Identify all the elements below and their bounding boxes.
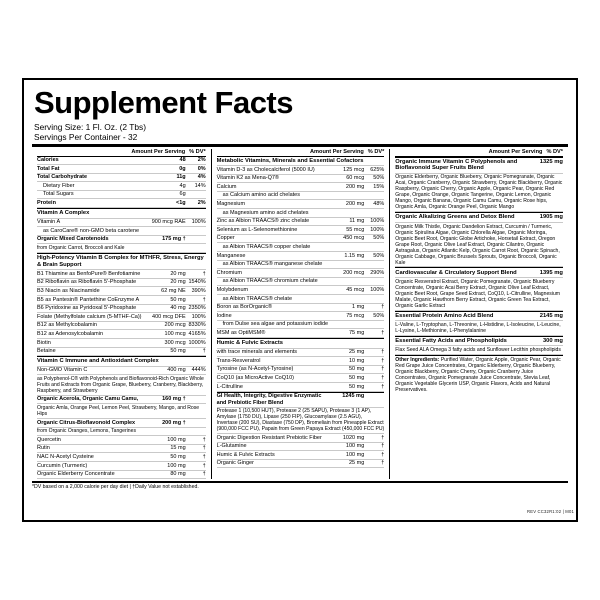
column-one-sections	[37, 208, 206, 479]
column-three-header	[395, 149, 563, 157]
nutrient-row	[217, 218, 385, 227]
blend-section	[395, 267, 563, 310]
nutrient-dv: 4%	[197, 174, 206, 181]
blend-amount: 160 mg †	[162, 396, 186, 403]
nutrient-name: Quercetin	[37, 436, 61, 443]
nutrient-name: Total Fat	[37, 165, 60, 172]
nutrient-name: Biotin	[37, 339, 51, 346]
nutrient-amount: 45 mcg	[346, 286, 365, 293]
blend-amount: 1395 mg	[539, 269, 563, 276]
nutrient-name: as Albion TRAACS® copper chelate	[222, 244, 311, 251]
nutrient-name: B5 as Pantesin® Pantethine CoEnzyme A	[37, 296, 140, 303]
nutrient-amount: 50 mg	[170, 348, 186, 355]
nutrient-name: Vitamin D-3 as Cholecalciferol (5000 IU)	[216, 166, 315, 173]
nutrient-dv: 8330%	[188, 322, 206, 329]
nutrient-amount: 100 mg	[345, 443, 365, 450]
nutrient-amount: 4g	[179, 182, 186, 189]
nutrient-dv: †	[381, 451, 385, 458]
nutrient-row	[37, 296, 206, 305]
nutrient-name: Molybdenum	[216, 286, 249, 293]
nutrient-name: Iodine	[216, 312, 232, 319]
nutrient-name: Vitamin K2 as Mena-Q7®	[216, 175, 279, 182]
nutrient-amount: 0g	[179, 165, 186, 172]
nutrient-amount: 50 mg	[170, 296, 186, 303]
nutrient-name: Zinc as Albion TRAACS® zinc chelate	[216, 218, 310, 225]
nutrient-amount: 10 mg	[348, 357, 365, 364]
blend-amount: 1905 mg	[539, 214, 563, 221]
nutrient-name: Total Carbohydrate	[37, 174, 88, 181]
blend-name: Organic Acerola, Organic Camu Camu,	[37, 396, 139, 403]
nutrient-row	[37, 157, 206, 166]
amount-per-serving-label: Amount Per Serving	[131, 149, 186, 155]
nutrient-name: CoQ10 (as MicroActive CoQ10)	[216, 374, 294, 381]
section-header: High-Potency Vitamin B Complex for MTHFR, Stress, Energy & Brain Support	[37, 254, 206, 270]
blend-row	[217, 393, 385, 408]
nutrient-amount: 55 mcg	[346, 226, 365, 233]
nutrient-row	[217, 383, 385, 392]
blend-detail: from Organic Carrot, Broccoli and Kale	[37, 244, 206, 253]
blend-name: Organic Immune Vitamin C Polyphenols and Bioflavonoid Super Fruits Blend	[395, 158, 518, 172]
nutrient-row	[217, 451, 385, 460]
nutrient-name: from Dulse sea algae and potassium iodide	[222, 321, 329, 328]
amount-per-serving-label-2: Amount Per Serving	[310, 149, 364, 155]
nutrient-dv: †	[381, 443, 385, 450]
blend-detail: Organic Elderberry, Organic Blueberry, Organic Pomegranate, Organic Acai, Organic Cranberry, Organic Strawberry, Organic Blackberry, Organic Raspberry, Organic Cherry, Organic Apple, Organic Pear, Organic Red Grape, Organic Orange, Organic Tangerine, Organic Lemon, Organic Mango, Organic Banana, Organic Camu Camu, Organic Rose hips, Organic Amla, Organic Orange Peel, Organic Mango	[395, 174, 563, 211]
nutrient-row	[37, 227, 206, 236]
nutrient-amount: 62 mg NE	[161, 287, 186, 294]
blend-detail: Organic Milk Thistle, Organic Dandelion Extract, Curcumin / Turmeric, Organic Spirulina Algae, Organic Chlorella Algae, Organic Moringa, Organic Beet Root, Organic Globe Artichoke, Horsetail Extract, Oregon Grape Root, Organic Olive Leaf Extract, Organic Cilantro, Organic Astragalus, Organic Atlantic Kelp, Organic Carrot Root, Organic Spinach, Organic Cabbage, Organic Brussels Sprouts, Organic Broccoli, Organic Kale	[395, 223, 563, 268]
blend-header	[395, 212, 563, 223]
section-header: Humic & Fulvic Extracts	[217, 339, 385, 349]
nutrient-dv: †	[381, 383, 385, 390]
column-two-header	[217, 149, 385, 157]
nutrient-name: Organic Digestion Resistant Prebiotic Fiber	[216, 434, 322, 441]
nutrient-row	[37, 219, 206, 228]
nutrient-dv: †	[381, 434, 385, 441]
column-one	[32, 149, 211, 479]
nutrient-row	[217, 443, 385, 452]
nutrient-dv: †	[202, 348, 206, 355]
metabolic-section-header: Metabolic Vitamins, Minerals and Essential Cofactors	[217, 157, 385, 167]
nutrient-name: Calcium	[216, 183, 237, 190]
blend-amount: 200 mg †	[162, 419, 186, 426]
nutrient-row	[37, 445, 206, 454]
serving-size: Serving Size: 1 Fl. Oz. (2 Tbs)	[34, 122, 147, 132]
blend-header	[395, 311, 563, 322]
nutrient-amount: 80 mg	[170, 471, 186, 478]
nutrient-dv: †	[381, 357, 385, 364]
divider-top	[32, 144, 568, 147]
nutrient-amount: 50 mg	[348, 383, 365, 390]
nutrient-dv: †	[381, 366, 385, 373]
blend-amount: 2145 mg	[539, 312, 563, 319]
nutrient-row	[217, 434, 385, 443]
blend-header	[395, 336, 563, 347]
nutrient-row	[37, 322, 206, 331]
nutrient-row	[217, 192, 385, 201]
nutrient-row	[217, 175, 385, 184]
column-two-rows	[217, 166, 385, 338]
nutrient-section	[217, 392, 385, 469]
nutrient-dv: †	[202, 462, 206, 469]
nutrient-dv: 625%	[370, 166, 385, 173]
nutrient-amount: 1 mg	[352, 304, 365, 311]
nutrient-section	[37, 208, 206, 253]
nutrient-name: L-Glutamine	[216, 443, 247, 450]
nutrient-amount: 100 mg	[167, 436, 186, 443]
blend-section	[395, 355, 563, 394]
nutrient-section	[217, 338, 385, 392]
nutrient-amount: 1020 mg	[342, 434, 365, 441]
nutrient-amount: 15 mg	[170, 445, 186, 452]
nutrient-dv: 444%	[191, 367, 206, 374]
blend-amount: 175 mg †	[162, 236, 186, 243]
column-three-blends	[395, 157, 563, 394]
nutrient-amount: 50 mg	[348, 366, 365, 373]
nutrient-row	[37, 287, 206, 296]
nutrient-dv: †	[202, 454, 206, 461]
nutrient-name: Dietary Fiber	[43, 182, 75, 189]
nutrient-row	[37, 174, 206, 183]
nutrient-dv: †	[202, 445, 206, 452]
nutrient-row	[37, 305, 206, 314]
nutrient-name: Selenium as L-Selenomethionine	[216, 226, 298, 233]
nutrient-name: Protein	[37, 200, 56, 207]
blend-section	[395, 157, 563, 213]
nutrient-name: Folate (Methylfolate calcium (5-MTHF-Ca))	[37, 313, 142, 320]
nutrient-name: as Magnesium amino acid chelates	[222, 209, 309, 216]
section-header: Vitamin A Complex	[37, 209, 206, 219]
nutrient-dv: 100%	[191, 219, 206, 226]
nutrient-row	[217, 278, 385, 287]
nutrient-row	[217, 209, 385, 218]
nutrient-row	[217, 366, 385, 375]
blend-section	[395, 311, 563, 336]
nutrient-row	[217, 295, 385, 304]
nutrient-amount: 6g	[179, 191, 186, 198]
nutrient-amount: 11g	[176, 174, 186, 181]
column-one-header	[37, 149, 206, 157]
nutrient-name: Boron as BorOrganic®	[216, 304, 273, 311]
nutrient-name: Trans-Resveratrol	[216, 357, 261, 364]
blend-row	[37, 419, 206, 428]
column-two	[211, 149, 390, 479]
nutrient-name: B1 Thiamine as BenfoPure® Benfotiamine	[37, 270, 141, 277]
nutrient-amount: 200 mg	[345, 201, 365, 208]
nutrient-dv: 290%	[370, 269, 385, 276]
nutrient-dv: 4165%	[188, 330, 206, 337]
nutrient-name: Organic Ginger	[216, 460, 254, 467]
nutrient-dv: †	[381, 460, 385, 467]
blend-header	[395, 157, 563, 174]
blend-row	[37, 236, 206, 245]
nutrient-amount: 25 mg	[348, 460, 365, 467]
nutrient-amount: 48	[179, 157, 186, 164]
nutrient-name: B12 as Adenosylcobalamin	[37, 330, 104, 337]
nutrient-name: Betaine	[37, 348, 56, 355]
nutrient-amount: 100 mcg	[164, 330, 186, 337]
nutrient-row	[37, 330, 206, 339]
blend-name: Essential Protein Amino Acid Blend	[395, 312, 494, 319]
blend-name: Organic Mixed Carotenoids	[37, 236, 109, 243]
nutrient-amount: 75 mg	[348, 329, 365, 336]
nutrient-dv: †	[202, 296, 206, 303]
nutrient-name: B12 as Methylcobalamin	[37, 322, 97, 329]
nutrient-amount: 50 mg	[170, 454, 186, 461]
nutrient-dv: 48%	[373, 201, 385, 208]
nutrient-row	[217, 235, 385, 244]
daily-value-label: % DV*	[189, 149, 206, 155]
nutrient-name: B2 Riboflavin as Riboflavin 5'-Phosphate	[37, 279, 137, 286]
section-detail: as Polyphenol-C® with Polyphenols and Bioflavonoid-Rich Organic Whole Fruits and Extracts from Organic Grape, Blueberry, Cranberry, Blackberry, Raspberry, and Strawberry	[37, 376, 204, 395]
nutrient-dv: †	[202, 270, 206, 277]
nutrient-name: with trace minerals and elements	[216, 349, 298, 356]
blend-name: Essential Fatty Acids and Phospholipids	[395, 337, 507, 344]
nutrient-amount: 200 mcg	[164, 322, 186, 329]
column-two-sections	[217, 338, 385, 469]
nutrient-dv: 50%	[373, 252, 385, 259]
nutrient-row	[217, 252, 385, 261]
nutrient-name: Rutin	[37, 445, 50, 452]
nutrient-name: Total Sugars	[43, 191, 74, 198]
nutrient-name: NAC N-Acetyl Cysteine	[37, 454, 94, 461]
nutrient-name: MSM as OptiMSM®	[216, 329, 266, 336]
nutrient-dv: †	[202, 471, 206, 478]
nutrient-name: as Albion TRAACS® chromium chelate	[222, 278, 318, 285]
nutrient-name: Vitamin A	[37, 219, 61, 226]
blend-row	[37, 396, 206, 405]
blend-detail: Flax Seed ALA Omega 3 fatty acids and Sunflower Lecithin phospholipids	[395, 347, 561, 354]
nutrient-row	[37, 270, 206, 279]
blend-amount: 1245 mg	[342, 393, 365, 400]
nutrient-amount: 50 mg	[348, 374, 365, 381]
nutrient-row	[217, 304, 385, 313]
nutrient-amount: 25 mg	[348, 349, 365, 356]
nutrient-name: as Albion TRAACS® manganese chelate	[222, 261, 323, 268]
nutrient-name: Curcumin (Turmeric)	[37, 462, 88, 469]
blend-amount: 300 mg	[542, 337, 563, 344]
nutrient-row	[217, 200, 385, 209]
nutrient-row	[217, 374, 385, 383]
nutrient-row	[217, 166, 385, 175]
nutrient-amount: 40 mg	[170, 305, 186, 312]
nutrient-name: as Calcium amino acid chelates	[222, 192, 300, 199]
nutrient-dv: 100%	[191, 313, 206, 320]
nutrient-name: Non-GMO Vitamin C	[37, 367, 88, 374]
nutrient-dv: 100%	[370, 226, 385, 233]
blend-detail: L-Valine, L-Tryptophan, L-Threonine, L-Histidine, L-Isoleucine, L-Leucine, L-Lysine, L-Methionine, L-Phenylalanine	[395, 321, 563, 336]
blend-header	[395, 267, 563, 278]
other-ingredients: Other Ingredients: Purified Water, Organic Apple, Organic Pear, Organic Red Grape Juice Concentrates, Organic Elderberry, Organic Blueberry, Organic Blackberry, Organic Cherry, Organic Cranberry Juice Concentrates, Organic Pomegranate Juice Concentrate, Stevia Leaf, Organic Vegetable Glycerin USP, Organic Flavors, Acids and Natural Preservatives.	[395, 355, 563, 394]
nutrient-dv: 1540%	[188, 279, 206, 286]
nutrient-name: Humic & Fulvic Extracts	[216, 451, 275, 458]
nutrient-dv: 15%	[373, 183, 385, 190]
nutrient-row	[37, 199, 206, 208]
nutrient-name: Copper	[216, 235, 235, 242]
section-detail: Protease 1 (10,500 HUT), Protease 2 (25 SAPU), Protease 3 (1 AP), Amylase (1750 DU), Lipase (250 FIP), Glucoamylase (2.5 AGU), Invertase (200 SU), Diastase (750 DP), Bromeliain from Pineapple Extract (900,000 FCC PU), Papain from Green Papaya Extract (450,000 FCC PU)	[216, 408, 385, 433]
nutrient-amount: 400 mcg DFE	[152, 313, 186, 320]
nutrient-amount: 1.15 mg	[344, 252, 365, 259]
blend-section	[395, 212, 563, 267]
nutrient-amount: 75 mcg	[346, 312, 365, 319]
nutrient-amount: 20 mg	[170, 279, 186, 286]
nutrient-name: Calories	[37, 157, 59, 164]
nutrient-dv: †	[381, 329, 385, 336]
nutrient-name: as Albion TRAACS® chelate	[222, 295, 293, 302]
nutrient-dv: 2350%	[188, 305, 206, 312]
nutrient-amount: 20 mg	[170, 270, 186, 277]
nutrient-row	[37, 182, 206, 191]
blend-detail: Organic Resveratrol Extract, Organic Pomegranate, Organic Blueberry Concentrate, Organic Acai Berry Extract, Organic Olive Leaf Extract, Organic Beet Root, Grape Seed Extract, CoQ10, L-Citrulline, Magnesium Malate, Organic Hawthorn Berry Extract, Organic Green Tea Extract, Organic Garlic Extract	[395, 278, 563, 311]
nutrient-row	[217, 269, 385, 278]
nutrient-name: Magnesium	[216, 201, 246, 208]
nutrient-row	[37, 279, 206, 288]
nutrient-name: B3 Niacin as Niacinamide	[37, 287, 100, 294]
nutrient-name: Chromium	[216, 269, 243, 276]
nutrient-row	[37, 165, 206, 174]
nutrient-row	[37, 436, 206, 445]
nutrient-row	[217, 460, 385, 469]
blend-detail: from Organic Oranges, Lemons, Tangerines	[37, 428, 206, 437]
nutrient-section	[37, 253, 206, 356]
nutrient-dv: 100%	[370, 218, 385, 225]
nutrient-row	[217, 357, 385, 366]
nutrient-name: Tyrosine (as N-Acetyl-Tyrosine)	[216, 366, 294, 373]
nutrient-amount: <1g	[176, 200, 186, 207]
nutrient-row	[217, 226, 385, 235]
nutrient-row	[37, 471, 206, 480]
nutrient-dv: †	[381, 304, 385, 311]
nutrient-row	[217, 329, 385, 338]
nutrient-amount: 450 mcg	[343, 235, 365, 242]
nutrient-dv: 50%	[373, 235, 385, 242]
nutrient-dv: †	[381, 374, 385, 381]
nutrient-amount: 11 mg	[349, 218, 365, 225]
blend-detail: Organic Amla, Orange Peel, Lemon Peel, Strawberry, Mango, and Rose Hips	[37, 404, 206, 419]
nutrient-amount: 100 mg	[345, 451, 365, 458]
blend-name: Organic Citrus-Bioflavonoid Complex	[37, 419, 136, 426]
footnote: *DV based on a 2,000 calorie per day diet | †Daily Value not established.	[32, 481, 568, 490]
nutrient-row	[37, 348, 206, 357]
nutrient-row	[217, 312, 385, 321]
revision-code: REV CC32R1:02 | M01	[526, 509, 574, 514]
supplement-facts-panel	[22, 78, 578, 522]
amount-per-serving-label-3: Amount Per Serving	[488, 149, 543, 155]
blend-amount: 1325 mg	[539, 158, 563, 165]
nutrient-amount: 200 mg	[345, 183, 365, 190]
nutrient-row	[37, 313, 206, 322]
blend-section	[395, 336, 563, 355]
nutrient-dv: 390%	[191, 287, 206, 294]
nutrient-name: Manganese	[216, 252, 246, 259]
servings-per-container: Servings Per Container - 32	[34, 132, 138, 142]
page-title: Supplement Facts	[34, 85, 293, 120]
nutrient-amount: 200 mcg	[343, 269, 365, 276]
nutrient-amount: 60 mcg	[346, 175, 365, 182]
nutrient-row	[217, 349, 385, 358]
nutrient-row	[37, 453, 206, 462]
nutrient-row	[217, 243, 385, 252]
nutrient-dv: 50%	[373, 312, 385, 319]
column-one-basic-rows	[37, 157, 206, 209]
nutrient-name: Organic Elderberry Concentrate	[37, 471, 115, 478]
daily-value-label-2: % DV*	[367, 149, 385, 155]
nutrient-section	[37, 356, 206, 479]
nutrient-name: B6 Pyridoxine as Pyridoxal 5'-Phosphate	[37, 305, 137, 312]
nutrient-name: L-Citrulline	[216, 383, 243, 390]
nutrient-amount: 300 mcg	[164, 339, 186, 346]
section-header: Vitamin C Immune and Antioxidant Complex	[37, 357, 206, 367]
nutrient-row	[37, 191, 206, 200]
nutrient-amount: 900 mcg RAE	[151, 219, 186, 226]
nutrient-row	[217, 286, 385, 295]
nutrient-dv: 2%	[197, 200, 206, 207]
nutrient-amount: 100 mg	[167, 462, 186, 469]
blend-name: Organic Alkalizing Greens and Detox Blend	[395, 214, 515, 221]
nutrient-dv: 2%	[197, 157, 206, 164]
daily-value-label-3: % DV*	[546, 149, 563, 155]
columns-container	[32, 149, 568, 479]
nutrient-row	[217, 183, 385, 192]
nutrient-dv: 100%	[370, 286, 385, 293]
blend-name: Cardiovascular & Circulatory Support Blend	[395, 269, 517, 276]
nutrient-dv: 50%	[373, 175, 385, 182]
nutrient-row	[37, 339, 206, 348]
nutrient-dv: 1000%	[188, 339, 206, 346]
nutrient-row	[217, 321, 385, 330]
nutrient-dv: 14%	[194, 182, 206, 189]
nutrient-name: as CaroCare® non-GMO beta carotene	[43, 227, 140, 234]
nutrient-amount: 125 mcg	[343, 166, 365, 173]
blend-name: GI Health, Integrity, Digestive Enzymatic and Prebiotic Fiber Blend	[216, 393, 322, 406]
nutrient-row	[217, 261, 385, 270]
nutrient-dv: 0%	[197, 165, 206, 172]
nutrient-dv: †	[381, 349, 385, 356]
nutrient-dv: †	[202, 436, 206, 443]
nutrient-amount: 400 mg	[167, 367, 186, 374]
nutrient-row	[37, 462, 206, 471]
nutrient-row	[37, 367, 206, 376]
column-three	[389, 149, 568, 479]
